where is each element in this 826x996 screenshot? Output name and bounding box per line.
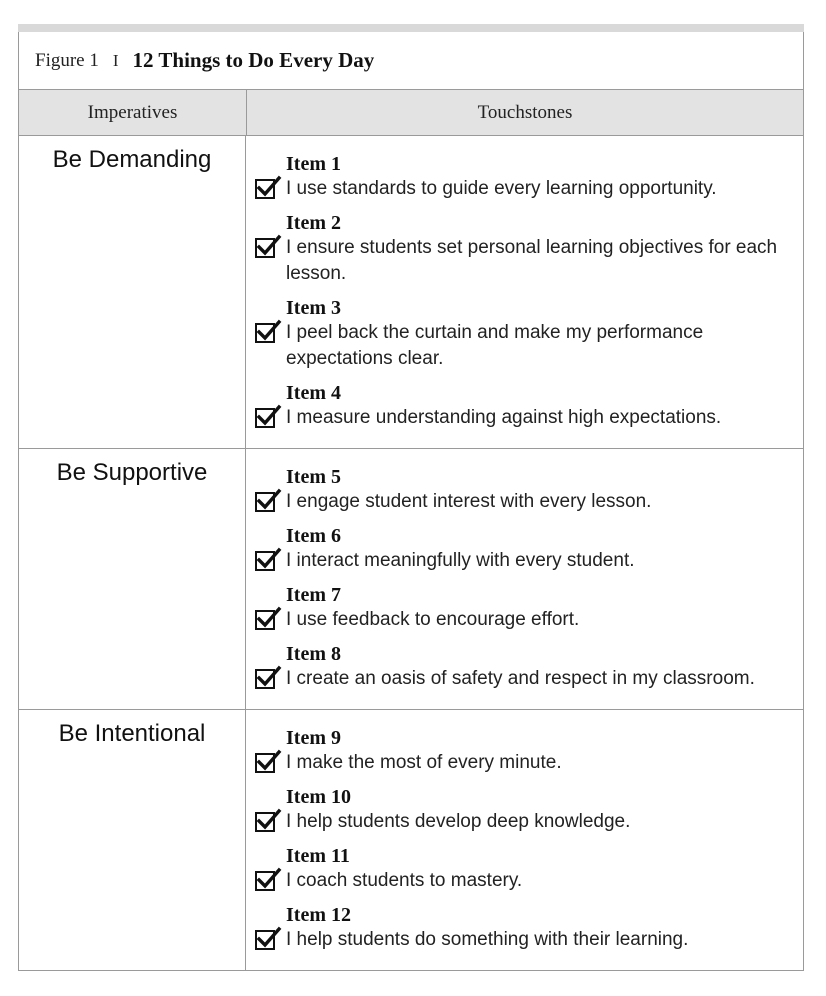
imperative-section <box>19 136 803 449</box>
checked-checkbox-icon[interactable] <box>255 551 275 571</box>
touchstone-item <box>246 785 803 835</box>
checked-checkbox-icon[interactable] <box>255 753 275 773</box>
touchstone-item <box>246 381 803 431</box>
figure-caption <box>19 32 803 90</box>
item-title: Item 6 <box>286 525 341 547</box>
item-title: Item 3 <box>286 297 341 319</box>
item-text: I engage student interest with every lesson. <box>286 491 652 512</box>
item-title: Item 9 <box>286 727 341 749</box>
imperative-label: Be Supportive <box>19 449 246 709</box>
checkmark-icon <box>256 404 280 428</box>
item-text: I coach students to mastery. <box>286 870 523 891</box>
checked-checkbox-icon[interactable] <box>255 492 275 512</box>
item-text: I ensure students set personal learning objectives for each lesson. <box>286 237 778 284</box>
item-title: Item 7 <box>286 584 341 606</box>
checked-checkbox-icon[interactable] <box>255 871 275 891</box>
table-body <box>19 136 803 970</box>
checkmark-icon <box>256 547 280 571</box>
item-text: I help students do something with their learning. <box>286 929 689 950</box>
item-text: I create an oasis of safety and respect in my classroom. <box>286 668 755 689</box>
item-title: Item 5 <box>286 466 341 488</box>
touchstone-item <box>246 903 803 953</box>
imperative-section <box>19 710 803 970</box>
item-text: I peel back the curtain and make my performance expectations clear. <box>286 322 704 369</box>
item-text: I use feedback to encourage effort. <box>286 609 580 630</box>
checked-checkbox-icon[interactable] <box>255 179 275 199</box>
checkmark-icon <box>256 808 280 832</box>
figure-label: Figure 1 <box>35 49 99 71</box>
checked-checkbox-icon[interactable] <box>255 323 275 343</box>
touchstone-item <box>246 726 803 776</box>
checkmark-icon <box>256 867 280 891</box>
item-title: Item 12 <box>286 904 351 926</box>
item-title: Item 1 <box>286 153 341 175</box>
checkmark-icon <box>256 175 280 199</box>
checkmark-icon <box>256 488 280 512</box>
checkmark-icon <box>256 749 280 773</box>
figure-table <box>18 32 804 971</box>
imperative-label: Be Intentional <box>19 710 246 970</box>
touchstone-list <box>246 449 803 709</box>
touchstone-item <box>246 211 803 287</box>
checkmark-icon <box>256 319 280 343</box>
touchstone-list <box>246 710 803 970</box>
item-title: Item 10 <box>286 786 351 808</box>
checkmark-icon <box>256 665 280 689</box>
checked-checkbox-icon[interactable] <box>255 669 275 689</box>
checked-checkbox-icon[interactable] <box>255 408 275 428</box>
imperative-section <box>19 449 803 710</box>
checkmark-icon <box>256 234 280 258</box>
item-title: Item 2 <box>286 212 341 234</box>
item-text: I use standards to guide every learning opportunity. <box>286 178 717 199</box>
item-title: Item 8 <box>286 643 341 665</box>
touchstone-item <box>246 296 803 372</box>
item-text: I make the most of every minute. <box>286 752 562 773</box>
touchstone-item <box>246 152 803 202</box>
figure-title: 12 Things to Do Every Day <box>132 48 375 72</box>
imperative-label: Be Demanding <box>19 136 246 448</box>
touchstone-item <box>246 583 803 633</box>
top-rule <box>18 24 804 32</box>
figure-separator: I <box>112 50 119 70</box>
touchstone-item <box>246 524 803 574</box>
checked-checkbox-icon[interactable] <box>255 238 275 258</box>
item-text: I help students develop deep knowledge. <box>286 811 631 832</box>
table-header <box>19 90 803 136</box>
item-text: I interact meaningfully with every student. <box>286 550 635 571</box>
checked-checkbox-icon[interactable] <box>255 930 275 950</box>
checkmark-icon <box>256 606 280 630</box>
header-imperatives: Imperatives <box>19 90 247 135</box>
item-text: I measure understanding against high expectations. <box>286 407 722 428</box>
header-touchstones: Touchstones <box>477 101 573 123</box>
touchstone-item <box>246 465 803 515</box>
touchstone-list <box>246 136 803 448</box>
checkmark-icon <box>256 926 280 950</box>
item-title: Item 11 <box>286 845 350 867</box>
touchstone-item <box>246 844 803 894</box>
checked-checkbox-icon[interactable] <box>255 610 275 630</box>
checked-checkbox-icon[interactable] <box>255 812 275 832</box>
item-title: Item 4 <box>286 382 341 404</box>
touchstone-item <box>246 642 803 692</box>
